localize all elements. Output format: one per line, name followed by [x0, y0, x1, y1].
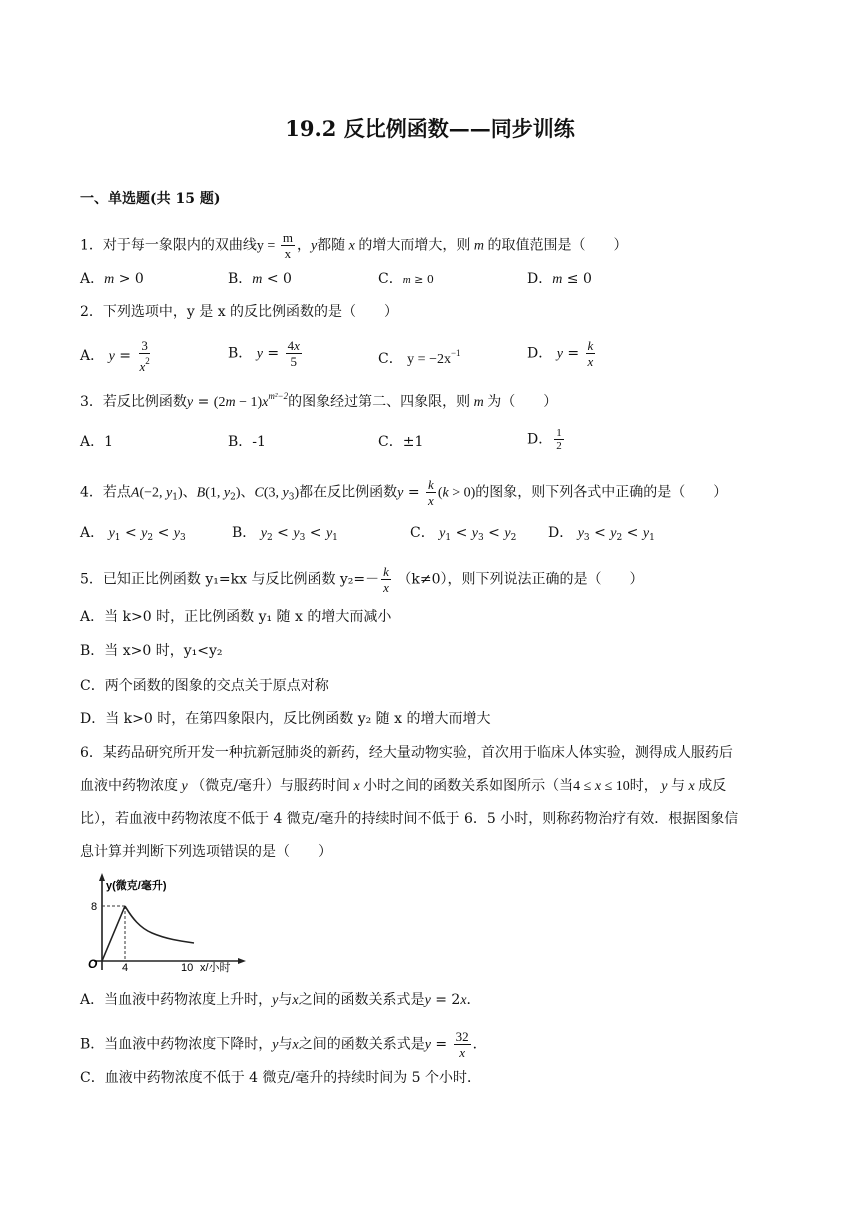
q2-option-d[interactable]: D． y = $\frac{k}{x}$ [527, 338, 594, 369]
question-6-line-3: 比），若血液中药物浓度不低于 4 微克/毫升的持续时间不低于 6．5 小时，则称药物治疗有效．根据图象信 [80, 811, 739, 827]
question-6-line-2: 血液中药物浓度 y （微克/毫升）与服药时间 x 小时之间的函数关系如图所示（当4 ≤ x ≤ 10时， y 与 x 成反 [80, 778, 727, 794]
y-axis-label: y(微克/毫升) [106, 880, 167, 892]
q3-option-d[interactable]: D． $\frac{1}{2}$ [527, 427, 562, 452]
q4-option-a[interactable]: A． $y_1 < y_2 < y_3$ [80, 525, 186, 543]
y-axis-arrow [99, 873, 105, 881]
q3-option-a[interactable]: A．1 [80, 434, 114, 450]
q5-option-b[interactable]: B．当 x>0 时，y₁<y₂ [80, 643, 223, 659]
q6-option-b[interactable]: B．当血液中药物浓度下降时，y与x之间的函数关系式是y = $\frac{32}{x}$ ． [80, 1029, 487, 1060]
q6-option-a[interactable]: A．当血液中药物浓度上升时，y与x之间的函数关系式是y = 2x． [80, 992, 481, 1008]
page-title: 19.2 反比例函数——同步训练 [285, 116, 575, 141]
x-axis-label: x/小时 [200, 962, 231, 974]
question-3: 3．若反比例函数$y = (2m - 1)x^{m^2-2}$的图象经过第二、四象限，则 m 为（ ） [80, 391, 558, 410]
hyperbola-segment [125, 906, 194, 943]
q3-option-c[interactable]: C．±1 [378, 434, 424, 450]
q2-option-a[interactable]: A． y = $\frac{3}{x^2}$ [80, 338, 150, 374]
question-1: 1．对于每一象限内的双曲线y = $\frac{m}{x}$ ，y都随 x 的增大而增大，则 m 的取值范围是（ ） [80, 230, 628, 261]
q1-prefix: 1．对于每一象限内的双曲线 [80, 237, 257, 254]
q1-fraction: $\frac{m}{x}$ [282, 230, 293, 261]
y-tick-8: 8 [91, 901, 98, 913]
q4-option-c[interactable]: C． $y_1 < y_3 < y_2$ [410, 525, 517, 543]
q5-option-d[interactable]: D．当 k>0 时，在第四象限内，反比例函数 y₂ 随 x 的增大而增大 [80, 711, 491, 727]
origin-label: O [88, 957, 98, 971]
q5-option-a[interactable]: A．当 k>0 时，正比例函数 y₁ 随 x 的增大而减小 [80, 609, 392, 625]
section-heading: 一、单选题(共 15 题) [80, 191, 221, 207]
x-tick-4: 4 [122, 962, 129, 974]
q1-option-b[interactable]: B．m < 0 [228, 271, 292, 287]
q6-option-c[interactable]: C．血液中药物浓度不低于 4 微克/毫升的持续时间为 5 个小时． [80, 1070, 482, 1086]
x-tick-10: 10 [181, 962, 194, 974]
q5-option-c[interactable]: C．两个函数的图象的交点关于原点对称 [80, 678, 329, 694]
question-2: 2．下列选项中，y 是 x 的反比例函数的是（ ） [80, 304, 399, 320]
concentration-graph [80, 870, 250, 978]
rising-segment [102, 906, 125, 961]
q1-option-d[interactable]: D．m ≤ 0 [527, 271, 592, 287]
q1-option-a[interactable]: A．m > 0 [80, 271, 144, 287]
question-6-line-1: 6．某药品研究所开发一种抗新冠肺炎的新药，经大量动物实验，首次用于临床人体实验，测得成人服药后 [80, 745, 733, 761]
x-axis-arrow [238, 958, 246, 964]
question-4: 4．若点A(−2, $y_1$)、B(1, $y_2$)、C(3, $y_3$)都在反比例函数y = $\frac{k}{x}$ (k > 0)的图象，则下列各式中正确的是（ ） [80, 477, 728, 508]
q3-option-b[interactable]: B．-1 [228, 434, 266, 450]
question-6-line-4: 息计算并判断下列选项错误的是（ ） [80, 844, 332, 860]
q2-option-c[interactable]: C． $y = -2x^{-1}$ [378, 348, 461, 367]
q2-option-b[interactable]: B． y = $\frac{4x}{5}$ [228, 338, 300, 369]
q4-option-d[interactable]: D． $y_3 < y_2 < y_1$ [548, 525, 655, 543]
q4-option-b[interactable]: B． $y_2 < y_3 < y_1$ [232, 525, 338, 543]
q1-option-c[interactable]: C．m ≥ 0 [378, 271, 434, 287]
question-5: 5．已知正比例函数 y₁=kx 与反比例函数 y₂=－ $\frac{k}{x}$ （k≠0），则下列说法正确的是（ ） [80, 564, 644, 595]
